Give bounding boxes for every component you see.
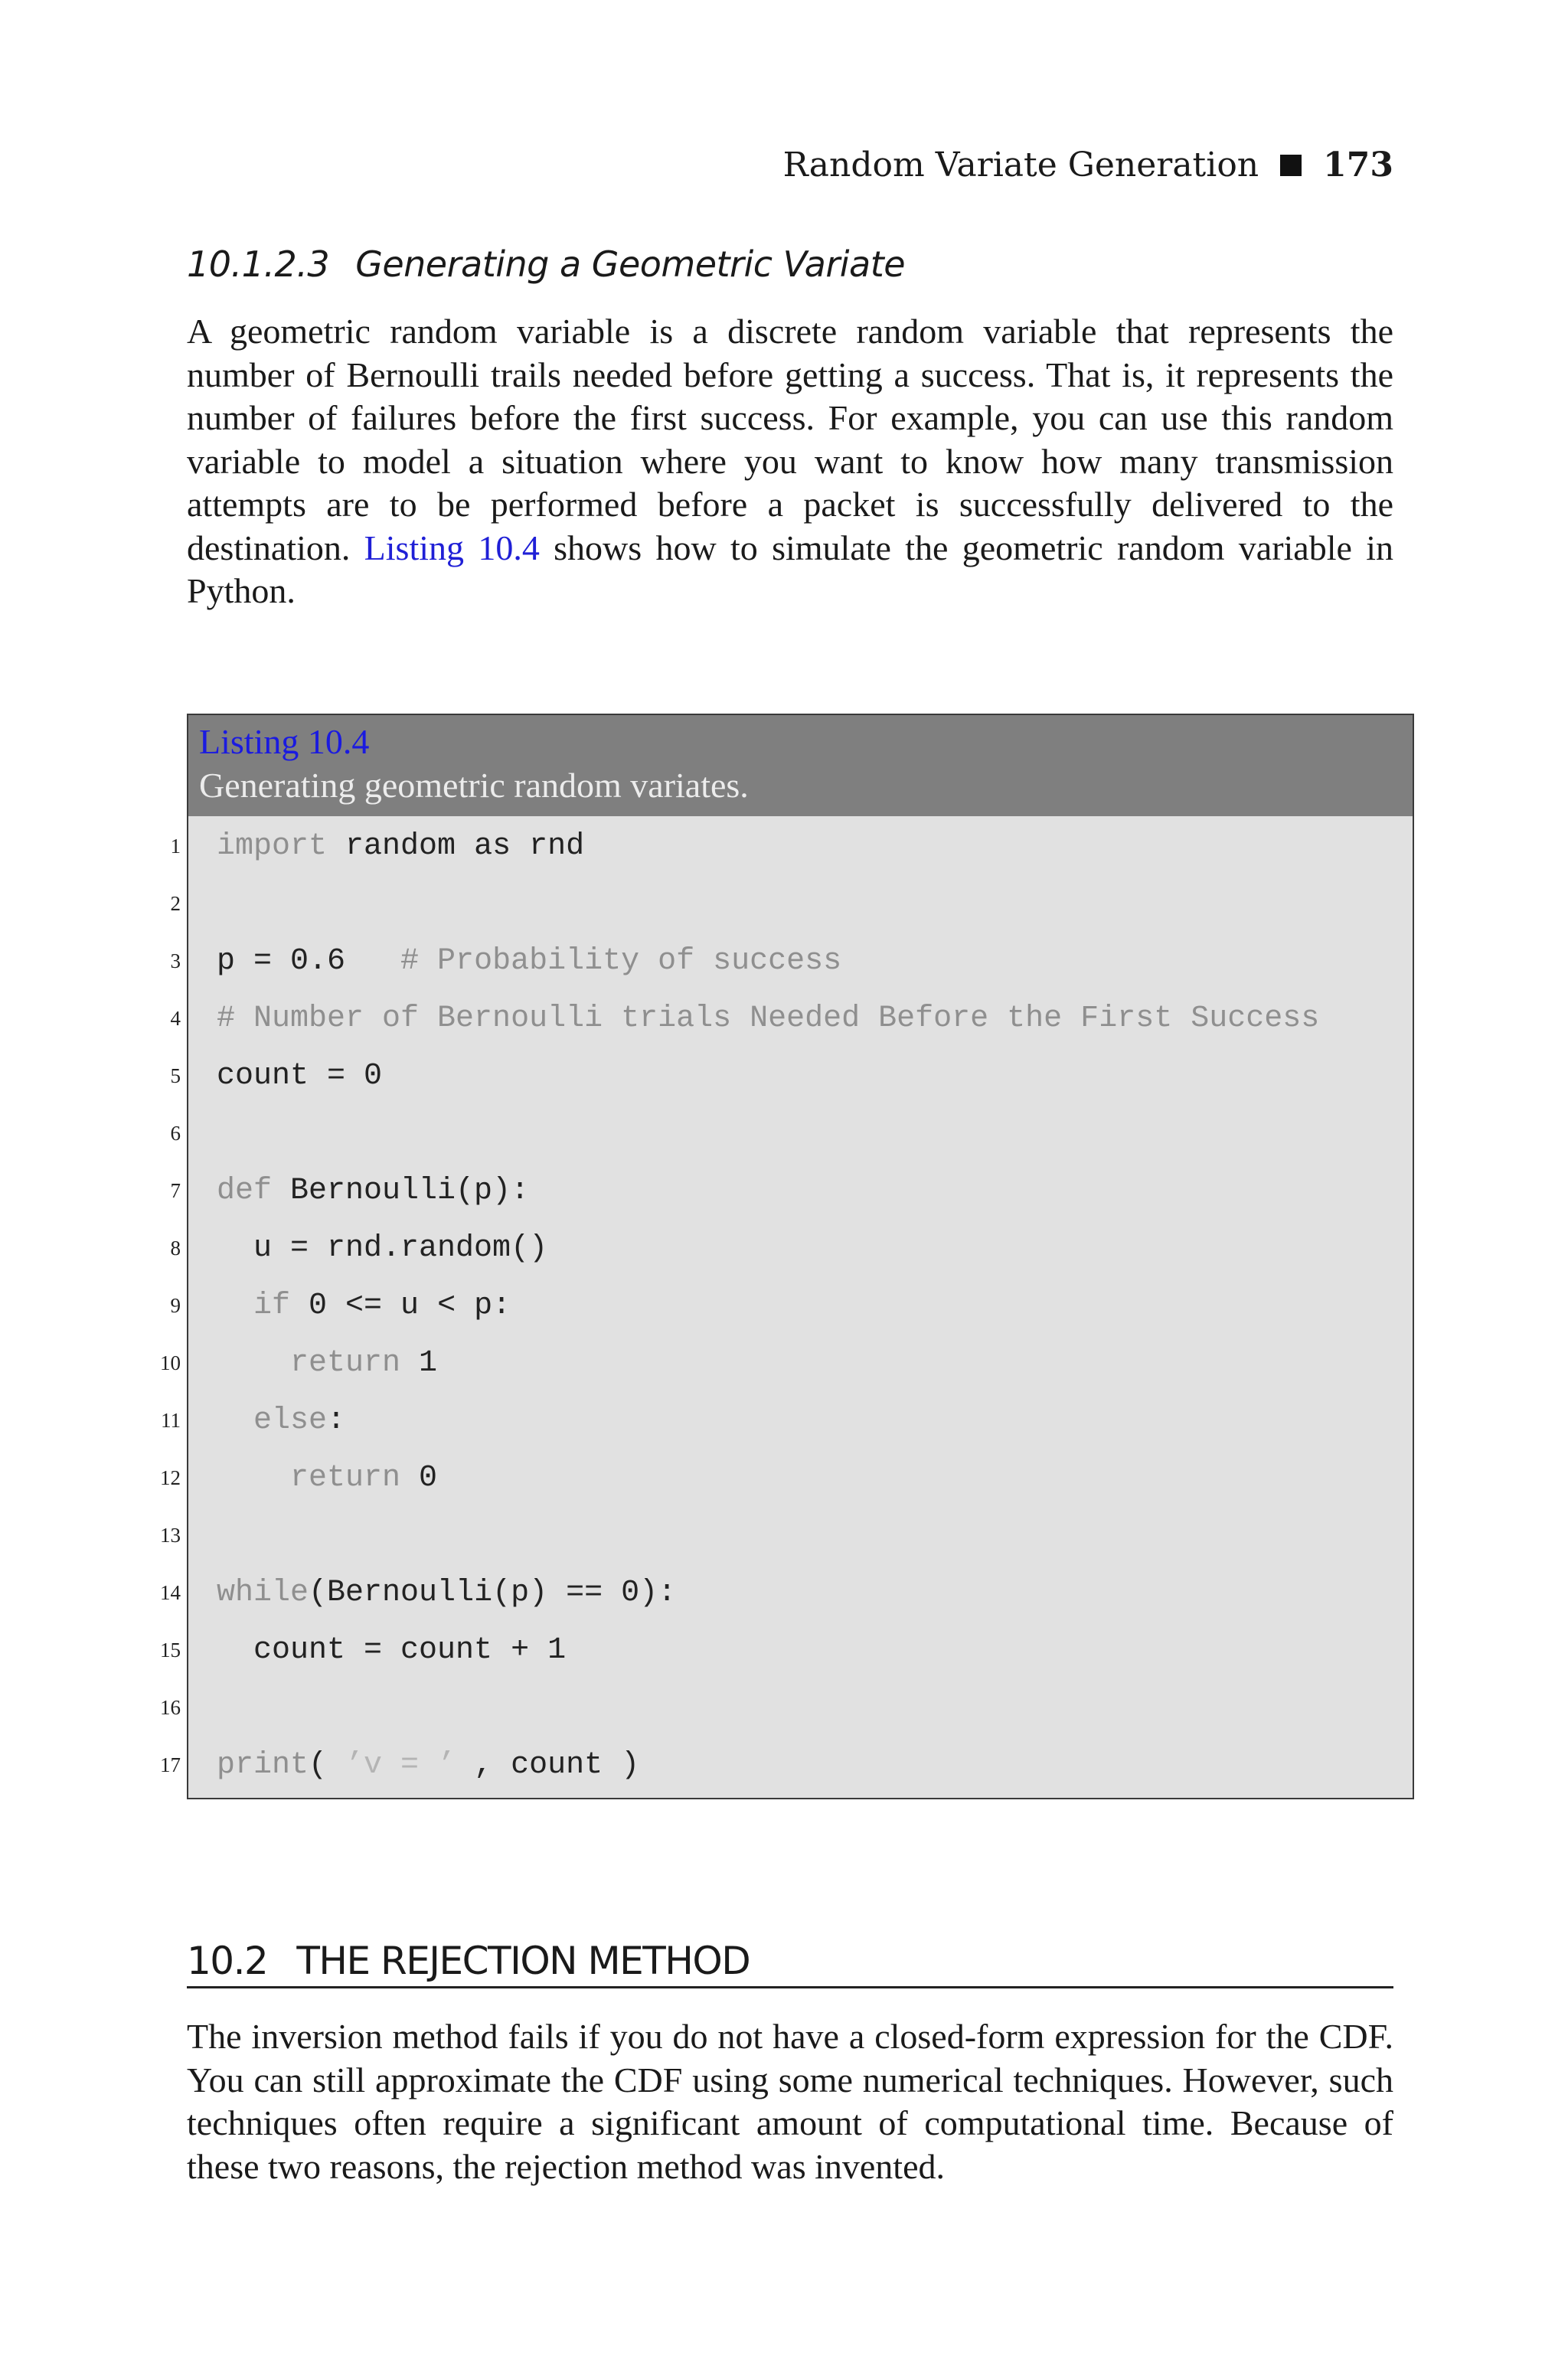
code-indent <box>217 1461 290 1495</box>
code-line <box>170 1277 1413 1335</box>
code-text: count = count + 1 <box>217 1633 567 1668</box>
code-line <box>160 1564 1413 1622</box>
keyword: print <box>217 1748 309 1782</box>
listing-caption: Generating geometric random variates. <box>199 766 749 805</box>
rejection-paragraph: The inversion method fails if you do not have a closed-form expression for the CDF. You can still approximate the CDF using some numerical techniques. However, such techniques often require a significant amount of computational time. Because of these two reasons, the rejection method was invented. <box>187 2017 1393 2186</box>
line-number: 5 <box>170 1064 181 1087</box>
keyword: import <box>217 829 328 864</box>
code-text: : <box>327 1403 346 1438</box>
code-line <box>160 1679 1413 1737</box>
keyword: def <box>217 1174 273 1208</box>
code-line <box>170 1220 1413 1277</box>
code-line <box>170 1047 1413 1105</box>
listing-header <box>188 715 1413 816</box>
intro-paragraph <box>187 310 1393 613</box>
keyword: while <box>217 1576 309 1610</box>
code-line <box>160 1507 1413 1564</box>
listing-reference-link[interactable]: Listing 10.4 <box>364 528 540 567</box>
code-indent <box>217 1289 253 1323</box>
line-number: 13 <box>160 1524 181 1547</box>
line-number: 3 <box>170 949 181 972</box>
intro-text-start: A geometric random variable is a discrete random variable that represents the number of Bernoulli trails needed before getting a success. That is, it represents the number of failures before the first success. For example, you can use this random variable to model a situation where you want to know how many transmission attempts are to be performed before a packet is successfully delivered to the destination. <box>187 312 1393 567</box>
line-number: 6 <box>170 1122 181 1145</box>
code-text: (Bernoulli(p) == 0): <box>309 1576 677 1610</box>
square-bullet-icon <box>1280 155 1302 176</box>
code-text: count = 0 <box>217 1059 383 1093</box>
code-line <box>170 990 1413 1047</box>
page-number: 173 <box>1323 145 1393 185</box>
code-text: , count ) <box>456 1748 640 1782</box>
subsection-title: Generating a Geometric Variate <box>355 243 906 285</box>
line-number: 14 <box>160 1581 181 1604</box>
code-text: random as rnd <box>327 829 585 864</box>
line-number: 9 <box>170 1294 181 1317</box>
listing-label: Listing 10.4 <box>199 722 370 761</box>
keyword: else <box>253 1403 328 1438</box>
code-string: ’v = ’ <box>345 1748 456 1782</box>
line-number: 12 <box>160 1466 181 1489</box>
code-line <box>160 1737 1413 1794</box>
line-number: 7 <box>170 1179 181 1202</box>
line-number: 16 <box>160 1696 181 1719</box>
line-number: 1 <box>170 835 181 858</box>
running-head <box>783 145 1393 185</box>
line-number: 17 <box>160 1753 181 1776</box>
line-number: 15 <box>160 1639 181 1662</box>
keyword: return <box>290 1346 401 1381</box>
code-text: p = 0.6 <box>217 944 401 979</box>
code-indent <box>217 1346 290 1381</box>
code-line <box>170 1105 1413 1162</box>
code-text: 0 <= u < p: <box>290 1289 511 1323</box>
line-number: 8 <box>170 1237 181 1260</box>
code-listing <box>160 714 1414 1799</box>
code-comment: # Number of Bernoulli trials Needed Before the First Success <box>217 1002 1320 1036</box>
keyword: return <box>290 1461 401 1495</box>
code-text: Bernoulli(p): <box>272 1174 530 1208</box>
code-line <box>170 818 1413 875</box>
code-line <box>160 1449 1413 1507</box>
line-number: 4 <box>170 1007 181 1030</box>
intro-text-end: shows how to simulate the geometric random variable in Python. <box>187 528 1394 610</box>
section-heading <box>187 1939 1393 1988</box>
section-number: 10.2 <box>187 1939 268 1983</box>
code-line <box>161 1392 1413 1449</box>
subsection-number: 10.1.2.3 <box>187 243 330 285</box>
keyword: if <box>253 1289 291 1323</box>
line-number: 11 <box>161 1409 181 1432</box>
running-head-title: Random Variate Generation <box>782 145 1259 185</box>
line-number: 10 <box>160 1351 181 1374</box>
code-text: u = rnd.random() <box>217 1231 548 1266</box>
code-line <box>170 933 1413 990</box>
line-number: 2 <box>170 892 181 915</box>
subsection-heading <box>187 243 905 285</box>
code-text: 1 <box>400 1346 438 1381</box>
code-comment: # Probability of success <box>400 944 842 979</box>
code-line <box>170 875 1413 933</box>
code-text: ( <box>309 1748 346 1782</box>
code-text: 0 <box>400 1461 438 1495</box>
code-indent <box>217 1403 253 1438</box>
code-line <box>160 1622 1413 1679</box>
section-title: THE REJECTION METHOD <box>296 1939 750 1983</box>
code-line <box>160 1335 1413 1392</box>
code-line <box>170 1162 1413 1220</box>
